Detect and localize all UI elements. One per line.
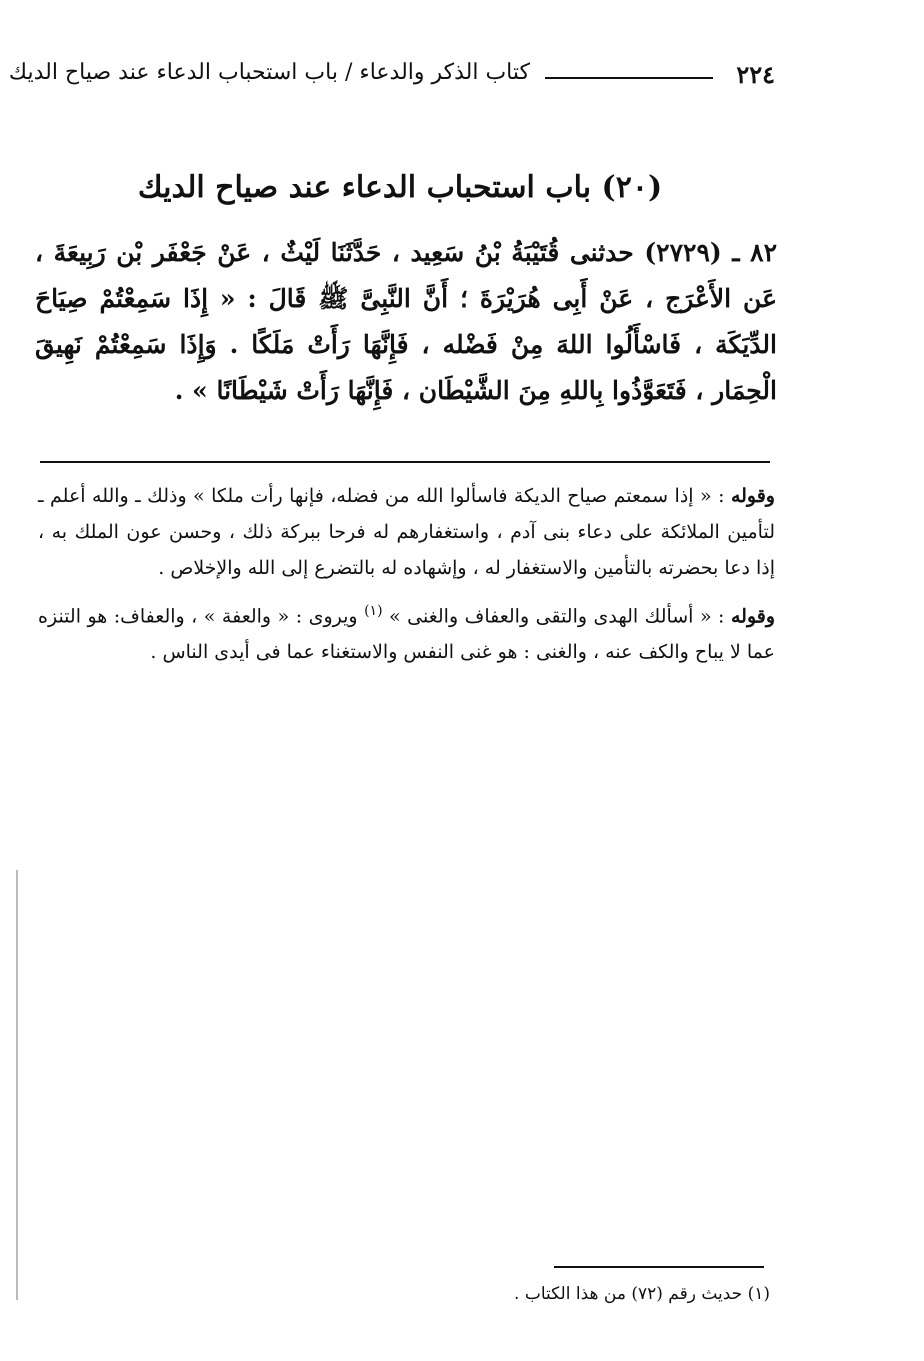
scan-margin-line (16, 870, 18, 1300)
footnote-divider (554, 1266, 764, 1268)
commentary (38, 478, 775, 677)
header-rule (545, 77, 713, 79)
main-divider (40, 461, 770, 463)
footnote-reference: (١) (364, 603, 383, 619)
hadith-text: ٨٢ ـ (٢٧٢٩) حدثنى قُتَيْبَةُ بْنُ سَعِيد ، حَدَّثَنَا لَيْثٌ ، عَنْ جَعْفَر بْن رَبِيعَةَ ، عَن الأَعْرَج ، عَنْ أَبِى هُرَيْرَةَ ؛ أَنَّ النَّبِىَّ ﷺ قَالَ : « إِذَا سَمِعْتُمْ صِيَاحَ الدِّيَكَة ، فَاسْأَلُوا اللهَ مِنْ فَضْله ، فَإِنَّهَا رَأَتْ مَلَكًا . وَإِذَا سَمِعْتُمْ نَهِيقَ الْحِمَار ، فَتَعَوَّذُوا بِاللهِ مِنَ الشَّيْطَان ، فَإِنَّهَا رَأَتْ شَيْطَانًا » . (35, 238, 777, 405)
commentary-text: : « أسألك الهدى والتقى والعفاف والغنى » (389, 605, 725, 628)
commentary-lead: وقوله (730, 605, 776, 628)
commentary-paragraph (38, 478, 775, 586)
page-number: ٢٢٤ (736, 60, 775, 89)
commentary-text: ويروى : « والعفة » ، والعفاف: هو التنزه عما لا يباح والكف عنه ، والغنى : هو غنى النفس والاستغناء عما فى أيدى الناس . (38, 605, 775, 664)
footnote: (١) حديث رقم (٧٢) من هذا الكتاب . (514, 1284, 770, 1304)
chapter-title: (٢٠) باب استحباب الدعاء عند صياح الديك (137, 170, 663, 205)
page-header (8, 58, 775, 98)
commentary-paragraph (38, 593, 775, 670)
commentary-text: : « إذا سمعتم صياح الديكة فاسألوا الله من فضله، فإنها رأت ملكا » وذلك ـ والله أعلم ـ لتأمين الملائكة على دعاء بنى آدم ، واستغفارهم له فرحا ببركة ذلك ، وحسن عون الملك به ، إذا دعا بحضرته بالتأمين والاستغفار له ، وإشهاده له بالتضرع إلى الله والإخلاص . (38, 485, 775, 579)
running-head: كتاب الذكر والدعاء / باب استحباب الدعاء عند صياح الديك (8, 60, 530, 85)
commentary-lead: وقوله (730, 485, 775, 507)
